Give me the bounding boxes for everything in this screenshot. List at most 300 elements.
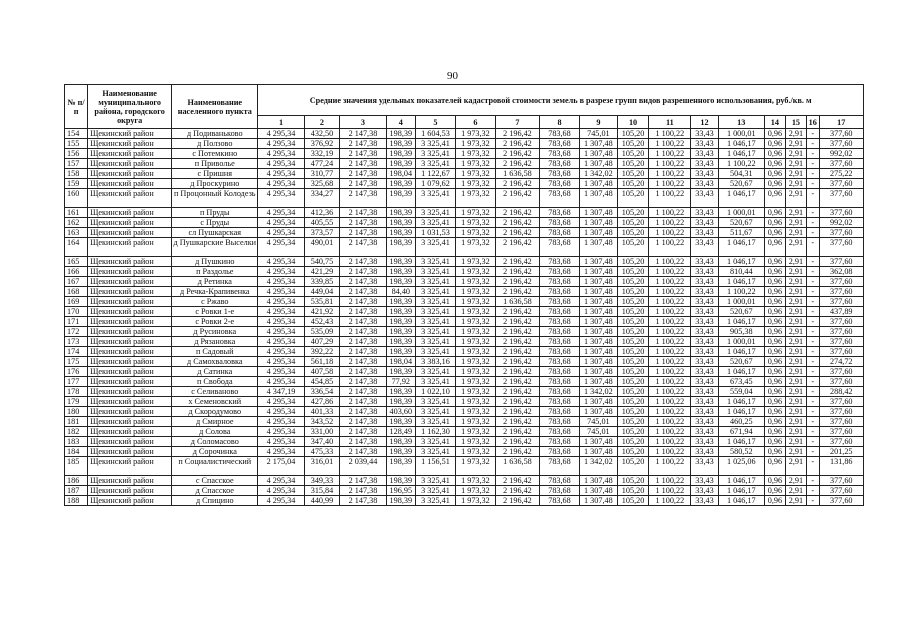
value-group-13: 1 046,17 bbox=[718, 139, 764, 149]
value-group-7: 2 196,42 bbox=[495, 327, 539, 337]
row-number: 185 bbox=[65, 457, 88, 476]
value-group-5: 1 122,67 bbox=[416, 169, 456, 179]
value-group-14: 0,96 bbox=[764, 129, 785, 139]
table-row bbox=[65, 277, 864, 287]
value-group-17: 377,60 bbox=[819, 257, 863, 267]
row-locality: с Ровки 2-е bbox=[172, 317, 258, 327]
value-group-17: 377,60 bbox=[819, 327, 863, 337]
value-group-9: 1 307,48 bbox=[579, 139, 617, 149]
value-group-6: 1 973,32 bbox=[455, 417, 495, 427]
table-row bbox=[65, 347, 864, 357]
value-group-9: 1 307,48 bbox=[579, 447, 617, 457]
value-group-16: - bbox=[806, 327, 819, 337]
row-number: 154 bbox=[65, 129, 88, 139]
value-group-8: 783,68 bbox=[540, 149, 580, 159]
value-group-6: 1 973,32 bbox=[455, 267, 495, 277]
value-group-17: 377,60 bbox=[819, 159, 863, 169]
value-group-11: 1 100,22 bbox=[649, 407, 691, 417]
header-group-17: 17 bbox=[819, 116, 863, 129]
header-group-6: 6 bbox=[455, 116, 495, 129]
value-group-16: - bbox=[806, 486, 819, 496]
value-group-7: 2 196,42 bbox=[495, 377, 539, 387]
value-group-8: 783,68 bbox=[540, 337, 580, 347]
row-district: Щекинский район bbox=[88, 347, 172, 357]
value-group-4: 198,39 bbox=[386, 139, 415, 149]
row-district: Щекинский район bbox=[88, 238, 172, 257]
value-group-11: 1 100,22 bbox=[649, 218, 691, 228]
value-group-11: 1 100,22 bbox=[649, 267, 691, 277]
value-group-3: 2 147,38 bbox=[340, 427, 386, 437]
value-group-1: 4 295,34 bbox=[258, 129, 304, 139]
row-district: Щекинский район bbox=[88, 179, 172, 189]
value-group-9: 1 307,48 bbox=[579, 257, 617, 267]
value-group-13: 1 046,17 bbox=[718, 407, 764, 417]
table-row bbox=[65, 486, 864, 496]
value-group-3: 2 147,38 bbox=[340, 169, 386, 179]
value-group-16: - bbox=[806, 139, 819, 149]
value-group-14: 0,96 bbox=[764, 317, 785, 327]
value-group-14: 0,96 bbox=[764, 189, 785, 208]
value-group-6: 1 973,32 bbox=[455, 397, 495, 407]
value-group-7: 2 196,42 bbox=[495, 149, 539, 159]
value-group-16: - bbox=[806, 208, 819, 218]
value-group-2: 452,43 bbox=[304, 317, 340, 327]
value-group-17: 377,60 bbox=[819, 189, 863, 208]
value-group-15: 2,91 bbox=[785, 447, 806, 457]
value-group-5: 3 325,41 bbox=[416, 496, 456, 506]
value-group-16: - bbox=[806, 407, 819, 417]
value-group-4: 198,39 bbox=[386, 267, 415, 277]
value-group-16: - bbox=[806, 228, 819, 238]
value-group-16: - bbox=[806, 159, 819, 169]
value-group-12: 33,43 bbox=[691, 317, 718, 327]
value-group-12: 33,43 bbox=[691, 139, 718, 149]
value-group-13: 1 025,06 bbox=[718, 457, 764, 476]
value-group-12: 33,43 bbox=[691, 387, 718, 397]
value-group-10: 105,20 bbox=[617, 437, 649, 447]
value-group-17: 377,60 bbox=[819, 228, 863, 238]
header-group-7: 7 bbox=[495, 116, 539, 129]
value-group-15: 2,91 bbox=[785, 208, 806, 218]
value-group-15: 2,91 bbox=[785, 417, 806, 427]
value-group-16: - bbox=[806, 447, 819, 457]
value-group-12: 33,43 bbox=[691, 297, 718, 307]
row-number: 180 bbox=[65, 407, 88, 417]
value-group-13: 1 046,17 bbox=[718, 397, 764, 407]
row-district: Щекинский район bbox=[88, 337, 172, 347]
value-group-3: 2 147,38 bbox=[340, 179, 386, 189]
row-district: Щекинский район bbox=[88, 417, 172, 427]
value-group-8: 783,68 bbox=[540, 357, 580, 367]
value-group-16: - bbox=[806, 297, 819, 307]
value-group-5: 3 325,41 bbox=[416, 159, 456, 169]
value-group-1: 4 295,34 bbox=[258, 337, 304, 347]
value-group-9: 1 307,48 bbox=[579, 486, 617, 496]
value-group-5: 1 079,62 bbox=[416, 179, 456, 189]
value-group-4: 198,39 bbox=[386, 447, 415, 457]
value-group-11: 1 100,22 bbox=[649, 169, 691, 179]
value-group-1: 4 295,34 bbox=[258, 297, 304, 307]
value-group-5: 1 604,53 bbox=[416, 129, 456, 139]
value-group-16: - bbox=[806, 179, 819, 189]
value-group-2: 349,33 bbox=[304, 476, 340, 486]
value-group-3: 2 147,38 bbox=[340, 377, 386, 387]
value-group-15: 2,91 bbox=[785, 397, 806, 407]
row-number: 182 bbox=[65, 427, 88, 437]
value-group-2: 407,29 bbox=[304, 337, 340, 347]
value-group-17: 274,72 bbox=[819, 357, 863, 367]
value-group-5: 1 022,10 bbox=[416, 387, 456, 397]
value-group-8: 783,68 bbox=[540, 287, 580, 297]
value-group-13: 1 000,01 bbox=[718, 297, 764, 307]
row-locality: с Пруды bbox=[172, 218, 258, 228]
value-group-17: 377,60 bbox=[819, 427, 863, 437]
value-group-2: 427,86 bbox=[304, 397, 340, 407]
value-group-13: 580,52 bbox=[718, 447, 764, 457]
value-group-7: 2 196,42 bbox=[495, 238, 539, 257]
row-district: Щекинский район bbox=[88, 387, 172, 397]
header-group-9: 9 bbox=[579, 116, 617, 129]
row-locality: д Смирное bbox=[172, 417, 258, 427]
value-group-9: 1 307,48 bbox=[579, 407, 617, 417]
value-group-17: 377,60 bbox=[819, 377, 863, 387]
value-group-1: 4 295,34 bbox=[258, 159, 304, 169]
value-group-6: 1 973,32 bbox=[455, 476, 495, 486]
value-group-6: 1 973,32 bbox=[455, 317, 495, 327]
table-row bbox=[65, 317, 864, 327]
row-number: 186 bbox=[65, 476, 88, 486]
row-locality: д Ползово bbox=[172, 139, 258, 149]
value-group-12: 33,43 bbox=[691, 218, 718, 228]
value-group-13: 673,45 bbox=[718, 377, 764, 387]
value-group-8: 783,68 bbox=[540, 238, 580, 257]
value-group-11: 1 100,22 bbox=[649, 257, 691, 267]
value-group-15: 2,91 bbox=[785, 159, 806, 169]
value-group-17: 377,60 bbox=[819, 437, 863, 447]
value-group-10: 105,20 bbox=[617, 407, 649, 417]
value-group-9: 1 307,48 bbox=[579, 397, 617, 407]
value-group-12: 33,43 bbox=[691, 267, 718, 277]
value-group-2: 407,58 bbox=[304, 367, 340, 377]
table-row bbox=[65, 218, 864, 228]
header-group-4: 4 bbox=[386, 116, 415, 129]
value-group-14: 0,96 bbox=[764, 149, 785, 159]
row-locality: х Семеновский bbox=[172, 397, 258, 407]
value-group-10: 105,20 bbox=[617, 228, 649, 238]
value-group-3: 2 147,38 bbox=[340, 257, 386, 267]
value-group-12: 33,43 bbox=[691, 437, 718, 447]
value-group-13: 1 046,17 bbox=[718, 347, 764, 357]
value-group-8: 783,68 bbox=[540, 476, 580, 486]
value-group-5: 3 325,41 bbox=[416, 238, 456, 257]
value-group-14: 0,96 bbox=[764, 267, 785, 277]
value-group-15: 2,91 bbox=[785, 297, 806, 307]
value-group-10: 105,20 bbox=[617, 277, 649, 287]
row-locality: п Пруды bbox=[172, 208, 258, 218]
row-district: Щекинский район bbox=[88, 457, 172, 476]
value-group-3: 2 147,38 bbox=[340, 447, 386, 457]
table-row bbox=[65, 367, 864, 377]
row-district: Щекинский район bbox=[88, 267, 172, 277]
value-group-5: 3 325,41 bbox=[416, 317, 456, 327]
value-group-3: 2 147,38 bbox=[340, 189, 386, 208]
value-group-2: 334,27 bbox=[304, 189, 340, 208]
value-group-1: 4 295,34 bbox=[258, 447, 304, 457]
value-group-7: 2 196,42 bbox=[495, 139, 539, 149]
table-row bbox=[65, 189, 864, 208]
value-group-17: 377,60 bbox=[819, 208, 863, 218]
value-group-17: 288,42 bbox=[819, 387, 863, 397]
row-locality: с Спасское bbox=[172, 476, 258, 486]
value-group-16: - bbox=[806, 397, 819, 407]
value-group-3: 2 147,38 bbox=[340, 337, 386, 347]
value-group-12: 33,43 bbox=[691, 159, 718, 169]
row-locality: д Подиваньково bbox=[172, 129, 258, 139]
row-number: 171 bbox=[65, 317, 88, 327]
value-group-17: 377,60 bbox=[819, 397, 863, 407]
value-group-1: 4 295,34 bbox=[258, 476, 304, 486]
row-district: Щекинский район bbox=[88, 189, 172, 208]
value-group-5: 3 325,41 bbox=[416, 476, 456, 486]
row-locality: д Солова bbox=[172, 427, 258, 437]
value-group-4: 198,39 bbox=[386, 347, 415, 357]
header-number: № п/п bbox=[65, 85, 88, 129]
value-group-1: 4 295,34 bbox=[258, 189, 304, 208]
value-group-5: 3 325,41 bbox=[416, 189, 456, 208]
row-number: 162 bbox=[65, 218, 88, 228]
value-group-11: 1 100,22 bbox=[649, 179, 691, 189]
row-locality: д Пушкарские Выселки bbox=[172, 238, 258, 257]
value-group-14: 0,96 bbox=[764, 457, 785, 476]
value-group-15: 2,91 bbox=[785, 189, 806, 208]
value-group-16: - bbox=[806, 337, 819, 347]
row-locality: сл Пушкарская bbox=[172, 228, 258, 238]
value-group-10: 105,20 bbox=[617, 317, 649, 327]
value-group-14: 0,96 bbox=[764, 228, 785, 238]
row-locality: п Садовый bbox=[172, 347, 258, 357]
value-group-11: 1 100,22 bbox=[649, 307, 691, 317]
value-group-5: 3 325,41 bbox=[416, 327, 456, 337]
value-group-11: 1 100,22 bbox=[649, 139, 691, 149]
value-group-4: 128,49 bbox=[386, 427, 415, 437]
value-group-17: 362,08 bbox=[819, 267, 863, 277]
value-group-12: 33,43 bbox=[691, 149, 718, 159]
row-district: Щекинский район bbox=[88, 287, 172, 297]
value-group-14: 0,96 bbox=[764, 387, 785, 397]
row-locality: п Приволье bbox=[172, 159, 258, 169]
value-group-8: 783,68 bbox=[540, 327, 580, 337]
value-group-1: 4 295,34 bbox=[258, 208, 304, 218]
table-row bbox=[65, 397, 864, 407]
value-group-12: 33,43 bbox=[691, 307, 718, 317]
value-group-17: 377,60 bbox=[819, 287, 863, 297]
value-group-2: 316,01 bbox=[304, 457, 340, 476]
value-group-12: 33,43 bbox=[691, 476, 718, 486]
table-row bbox=[65, 139, 864, 149]
value-group-14: 0,96 bbox=[764, 347, 785, 357]
value-group-1: 4 295,34 bbox=[258, 139, 304, 149]
value-group-15: 2,91 bbox=[785, 287, 806, 297]
value-group-17: 275,22 bbox=[819, 169, 863, 179]
value-group-16: - bbox=[806, 307, 819, 317]
value-group-9: 1 307,48 bbox=[579, 208, 617, 218]
value-group-7: 1 636,58 bbox=[495, 169, 539, 179]
value-group-9: 1 307,48 bbox=[579, 496, 617, 506]
value-group-6: 1 973,32 bbox=[455, 189, 495, 208]
value-group-4: 403,60 bbox=[386, 407, 415, 417]
value-group-16: - bbox=[806, 457, 819, 476]
value-group-1: 4 295,34 bbox=[258, 307, 304, 317]
value-group-14: 0,96 bbox=[764, 397, 785, 407]
value-group-10: 105,20 bbox=[617, 397, 649, 407]
value-group-15: 2,91 bbox=[785, 257, 806, 267]
value-group-1: 4 295,34 bbox=[258, 397, 304, 407]
value-group-5: 3 325,41 bbox=[416, 437, 456, 447]
value-group-3: 2 147,38 bbox=[340, 149, 386, 159]
value-group-14: 0,96 bbox=[764, 218, 785, 228]
value-group-2: 490,01 bbox=[304, 238, 340, 257]
value-group-7: 2 196,42 bbox=[495, 397, 539, 407]
row-number: 177 bbox=[65, 377, 88, 387]
value-group-16: - bbox=[806, 476, 819, 486]
row-district: Щекинский район bbox=[88, 427, 172, 437]
value-group-5: 3 325,41 bbox=[416, 287, 456, 297]
value-group-14: 0,96 bbox=[764, 437, 785, 447]
value-group-1: 4 295,34 bbox=[258, 228, 304, 238]
value-group-5: 3 325,41 bbox=[416, 257, 456, 267]
value-group-3: 2 147,38 bbox=[340, 407, 386, 417]
row-locality: д Проскуринo bbox=[172, 179, 258, 189]
value-group-15: 2,91 bbox=[785, 347, 806, 357]
value-group-10: 105,20 bbox=[617, 327, 649, 337]
value-group-7: 2 196,42 bbox=[495, 189, 539, 208]
value-group-8: 783,68 bbox=[540, 407, 580, 417]
value-group-8: 783,68 bbox=[540, 189, 580, 208]
value-group-8: 783,68 bbox=[540, 447, 580, 457]
row-locality: д Русиновка bbox=[172, 327, 258, 337]
value-group-15: 2,91 bbox=[785, 228, 806, 238]
value-group-4: 198,39 bbox=[386, 129, 415, 139]
value-group-11: 1 100,22 bbox=[649, 129, 691, 139]
value-group-13: 1 046,17 bbox=[718, 367, 764, 377]
value-group-11: 1 100,22 bbox=[649, 337, 691, 347]
cadastral-value-table bbox=[64, 84, 864, 506]
value-group-12: 33,43 bbox=[691, 417, 718, 427]
value-group-17: 377,60 bbox=[819, 417, 863, 427]
value-group-4: 198,39 bbox=[386, 189, 415, 208]
value-group-1: 4 295,34 bbox=[258, 486, 304, 496]
value-group-12: 33,43 bbox=[691, 327, 718, 337]
value-group-6: 1 973,32 bbox=[455, 447, 495, 457]
value-group-15: 2,91 bbox=[785, 496, 806, 506]
value-group-2: 339,85 bbox=[304, 277, 340, 287]
value-group-10: 105,20 bbox=[617, 387, 649, 397]
value-group-3: 2 147,38 bbox=[340, 287, 386, 297]
value-group-10: 105,20 bbox=[617, 189, 649, 208]
row-number: 159 bbox=[65, 179, 88, 189]
value-group-1: 4 295,34 bbox=[258, 347, 304, 357]
value-group-2: 412,36 bbox=[304, 208, 340, 218]
value-group-1: 4 295,34 bbox=[258, 417, 304, 427]
value-group-8: 783,68 bbox=[540, 367, 580, 377]
value-group-17: 992,02 bbox=[819, 218, 863, 228]
value-group-14: 0,96 bbox=[764, 179, 785, 189]
value-group-6: 1 973,32 bbox=[455, 496, 495, 506]
value-group-9: 1 307,48 bbox=[579, 179, 617, 189]
value-group-12: 33,43 bbox=[691, 347, 718, 357]
value-group-17: 377,60 bbox=[819, 476, 863, 486]
value-group-13: 1 046,17 bbox=[718, 476, 764, 486]
value-group-9: 1 307,48 bbox=[579, 297, 617, 307]
value-group-4: 198,39 bbox=[386, 327, 415, 337]
value-group-14: 0,96 bbox=[764, 496, 785, 506]
value-group-13: 810,44 bbox=[718, 267, 764, 277]
value-group-14: 0,96 bbox=[764, 139, 785, 149]
value-group-5: 3 383,16 bbox=[416, 357, 456, 367]
row-number: 156 bbox=[65, 149, 88, 159]
row-locality: д Соломасово bbox=[172, 437, 258, 447]
value-group-6: 1 973,32 bbox=[455, 169, 495, 179]
row-number: 183 bbox=[65, 437, 88, 447]
value-group-11: 1 100,22 bbox=[649, 287, 691, 297]
value-group-2: 315,84 bbox=[304, 486, 340, 496]
value-group-17: 377,60 bbox=[819, 337, 863, 347]
value-group-16: - bbox=[806, 317, 819, 327]
value-group-13: 511,67 bbox=[718, 228, 764, 238]
value-group-4: 198,39 bbox=[386, 257, 415, 267]
value-group-8: 783,68 bbox=[540, 347, 580, 357]
value-group-14: 0,96 bbox=[764, 169, 785, 179]
value-group-4: 198,39 bbox=[386, 277, 415, 287]
value-group-10: 105,20 bbox=[617, 139, 649, 149]
value-group-6: 1 973,32 bbox=[455, 307, 495, 317]
value-group-10: 105,20 bbox=[617, 257, 649, 267]
value-group-16: - bbox=[806, 357, 819, 367]
value-group-14: 0,96 bbox=[764, 297, 785, 307]
value-group-15: 2,91 bbox=[785, 327, 806, 337]
value-group-4: 198,39 bbox=[386, 367, 415, 377]
value-group-8: 783,68 bbox=[540, 297, 580, 307]
value-group-13: 559,04 bbox=[718, 387, 764, 397]
value-group-4: 198,39 bbox=[386, 149, 415, 159]
value-group-9: 1 307,48 bbox=[579, 377, 617, 387]
row-locality: с Потемкино bbox=[172, 149, 258, 159]
value-group-8: 783,68 bbox=[540, 277, 580, 287]
value-group-7: 2 196,42 bbox=[495, 208, 539, 218]
value-group-7: 2 196,42 bbox=[495, 496, 539, 506]
value-group-12: 33,43 bbox=[691, 496, 718, 506]
header-group-5: 5 bbox=[416, 116, 456, 129]
value-group-15: 2,91 bbox=[785, 129, 806, 139]
value-group-4: 198,39 bbox=[386, 397, 415, 407]
value-group-1: 4 295,34 bbox=[258, 496, 304, 506]
value-group-5: 3 325,41 bbox=[416, 307, 456, 317]
row-district: Щекинский район bbox=[88, 317, 172, 327]
value-group-10: 105,20 bbox=[617, 129, 649, 139]
value-group-1: 4 295,34 bbox=[258, 169, 304, 179]
value-group-11: 1 100,22 bbox=[649, 228, 691, 238]
value-group-2: 332,19 bbox=[304, 149, 340, 159]
value-group-9: 745,01 bbox=[579, 427, 617, 437]
value-group-9: 1 342,02 bbox=[579, 457, 617, 476]
value-group-10: 105,20 bbox=[617, 238, 649, 257]
header-group-2: 2 bbox=[304, 116, 340, 129]
value-group-11: 1 100,22 bbox=[649, 297, 691, 307]
value-group-17: 131,86 bbox=[819, 457, 863, 476]
value-group-10: 105,20 bbox=[617, 367, 649, 377]
row-locality: с Селиваново bbox=[172, 387, 258, 397]
value-group-17: 437,89 bbox=[819, 307, 863, 317]
